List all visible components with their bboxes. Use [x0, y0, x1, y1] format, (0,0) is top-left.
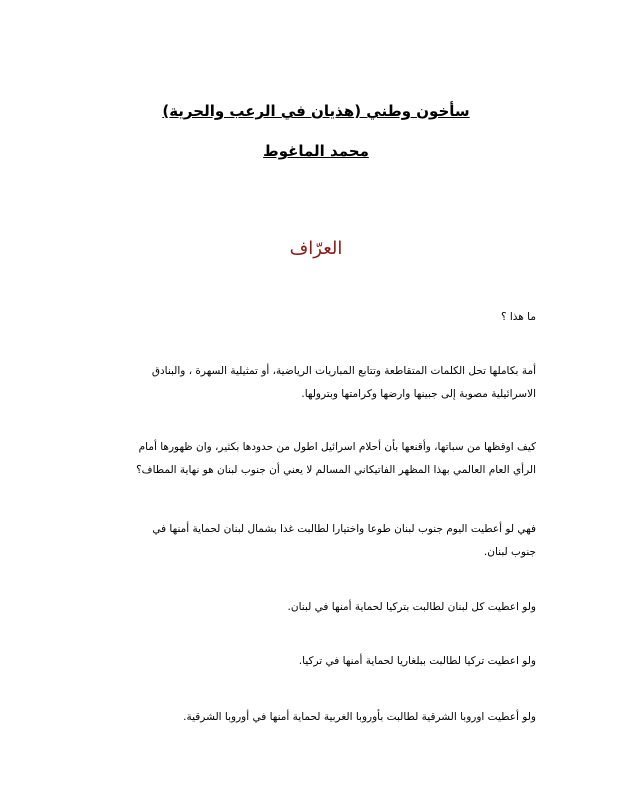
paragraph-line: الرأي العام العالمي بهذا المظهر الفاتيكاني المسالم لا يعني أن جنوب لبنان هو نهاية المطاف؟	[136, 464, 536, 476]
paragraph-line: فهي لو أعطيت اليوم جنوب لبنان طوعا واختيارا لطالبت غدا بشمال لبنان لحماية أمنها في	[152, 523, 536, 535]
paragraph-line: ما هذا ؟	[500, 311, 536, 323]
paragraph-5	[96, 596, 536, 619]
paragraph-line: كيف اوقظها من سباتها، وأقنعها بأن أحلام اسرائيل اطول من حدودها بكثير، وان ظهورها أمام	[138, 441, 536, 453]
paragraph-line: ولو اعطيت كل لبنان لطالبت بتركيا لحماية أمنها في لبنان.	[287, 601, 536, 613]
paragraph-line: الاسرائيلية مصوبة إلى جبينها وارضها وكرامتها وبترولها.	[301, 388, 536, 400]
paragraph-2	[96, 360, 536, 406]
section-title: العرّاف	[289, 238, 343, 259]
paragraph-7	[96, 706, 536, 729]
paragraph-1	[96, 306, 536, 329]
paragraph-line: أمة بكاملها تحل الكلمات المتقاطعة وتتابع المباريات الرياضية، أو تمثيلية السهرة ، والبنادق	[151, 365, 536, 377]
paragraph-line: جنوب لبنان.	[483, 546, 536, 558]
paragraph-6	[96, 650, 536, 673]
paragraph-line: ولو أعطيت اوروبا الشرقية لطالبت بأوروبا الغربية لحماية أمنها في أوروبا الشرقية.	[183, 711, 536, 723]
paragraph-3	[96, 436, 536, 482]
paragraph-line: ولو اعطيت تركيا لطالبت ببلغاريا لحماية أمنها في تركيا.	[298, 655, 536, 667]
paragraph-4	[96, 518, 536, 564]
book-title: سأخون وطني (هذيان في الرعب والحرية)	[162, 102, 470, 120]
author-name: محمد الماغوط	[263, 142, 369, 160]
